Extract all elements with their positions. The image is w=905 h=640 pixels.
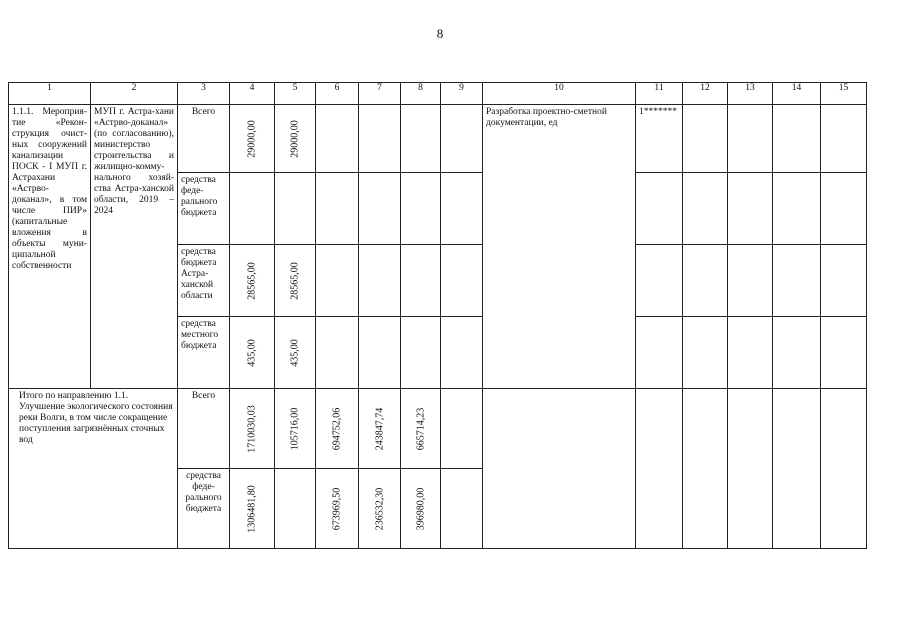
value-cell — [275, 105, 316, 173]
value: 28565,00 — [289, 261, 301, 300]
value-cell — [316, 317, 359, 389]
value-cell — [636, 173, 683, 245]
value-cell — [275, 389, 316, 469]
table-row — [9, 389, 867, 469]
value-cell — [773, 245, 821, 317]
value: 396980,00 — [415, 487, 426, 530]
value-cell — [728, 105, 773, 173]
funding-source: средства бюджета Астра-ханской области — [181, 247, 217, 301]
indicator-cell — [483, 105, 636, 389]
funding-source: Всего — [191, 107, 216, 117]
header-row — [9, 83, 867, 105]
value-cell — [773, 317, 821, 389]
funding-source: средства местного бюджета — [181, 319, 219, 351]
funding-source-cell — [178, 105, 230, 173]
value: 29000,00 — [289, 119, 301, 158]
total-label: Итого по направлению 1.1. Улучшение экологического состояния реки Волги, в том числе сокращение поступления загрязнённых сточных вод — [19, 391, 173, 445]
value: 105716,00 — [289, 407, 301, 450]
value-cell — [401, 105, 441, 173]
value: 435,00 — [246, 338, 258, 367]
header-cell: 1 — [9, 83, 91, 105]
value-cell — [728, 317, 773, 389]
value-cell — [821, 173, 867, 245]
value-cell — [230, 245, 275, 317]
funding-source-cell — [178, 173, 230, 245]
value: 1710030,03 — [246, 404, 258, 453]
value: 29000,00 — [246, 119, 258, 158]
funding-source-cell — [178, 317, 230, 389]
value-cell — [683, 317, 728, 389]
indicator-value: 1******* — [639, 107, 677, 117]
header-cell: 14 — [773, 83, 821, 105]
activity-executor: МУП г. Астра-хани «Астрво-доканал» (по согласованию), министерство строительства и жилищно-комму-нального хозяй-ства Астра-ханской области, 2019 – 2024 — [94, 107, 174, 216]
indicator-cell — [483, 389, 636, 549]
indicator-value-cell — [636, 105, 683, 173]
header-cell: 7 — [359, 83, 401, 105]
value-cell — [275, 469, 316, 549]
activity-executor-cell — [91, 105, 178, 389]
value-cell — [230, 317, 275, 389]
header-cell: 2 — [91, 83, 178, 105]
activity-name-cell — [9, 105, 91, 389]
value-cell — [275, 317, 316, 389]
funding-source: средства феде-рального бюджета — [181, 175, 218, 218]
value-cell — [401, 245, 441, 317]
header-cell: 12 — [683, 83, 728, 105]
program-table — [8, 82, 867, 549]
value-cell — [728, 173, 773, 245]
header-cell: 4 — [230, 83, 275, 105]
value-cell — [359, 105, 401, 173]
value-cell — [359, 469, 401, 549]
value: 673969,50 — [331, 487, 343, 530]
funding-source-cell — [178, 389, 230, 469]
funding-source: Всего — [191, 391, 216, 401]
value: 1306481,80 — [246, 484, 258, 533]
value-cell — [230, 105, 275, 173]
value-cell — [230, 173, 275, 245]
value-cell — [316, 469, 359, 549]
value-cell — [401, 173, 441, 245]
value-cell — [441, 389, 483, 469]
value-cell — [683, 105, 728, 173]
header-cell: 11 — [636, 83, 683, 105]
value-cell — [401, 389, 441, 469]
value-cell — [821, 105, 867, 173]
header-cell: 10 — [483, 83, 636, 105]
total-label-cell — [9, 389, 178, 549]
value-cell — [683, 389, 728, 549]
header-cell: 15 — [821, 83, 867, 105]
header-cell: 3 — [178, 83, 230, 105]
value: 694752,06 — [331, 407, 343, 450]
value-cell — [821, 389, 867, 549]
value-cell — [773, 173, 821, 245]
value-cell — [359, 245, 401, 317]
value-cell — [230, 469, 275, 549]
header-cell: 8 — [401, 83, 441, 105]
value-cell — [316, 389, 359, 469]
value-cell — [728, 245, 773, 317]
value-cell — [441, 317, 483, 389]
value-cell — [359, 389, 401, 469]
value-cell — [316, 173, 359, 245]
header-cell: 6 — [316, 83, 359, 105]
activity-name: 1.1.1. Мероприя-тие «Рекон-струкция очист-ных сооружений канализации ПОСК - I МУП г. Астрахани «Астрво-доканал», в том числе ПИР» (капитальные вложения в объекты муни-ципальной собственности — [12, 107, 87, 271]
value-cell — [683, 245, 728, 317]
value-cell — [821, 245, 867, 317]
value-cell — [773, 389, 821, 549]
header-cell: 5 — [275, 83, 316, 105]
value-cell — [683, 173, 728, 245]
value-cell — [316, 105, 359, 173]
value-cell — [441, 105, 483, 173]
table-row — [9, 105, 867, 173]
value-cell — [359, 317, 401, 389]
value: 435,00 — [289, 338, 301, 367]
funding-source-cell — [178, 245, 230, 317]
funding-source-cell — [178, 469, 230, 549]
value-cell — [316, 245, 359, 317]
value-cell — [728, 389, 773, 549]
value-cell — [275, 245, 316, 317]
value-cell — [359, 173, 401, 245]
value-cell — [636, 245, 683, 317]
value-cell — [441, 245, 483, 317]
value-cell — [401, 469, 441, 549]
indicator-name: Разработка проектно-сметной документации, ед — [486, 107, 607, 128]
page-number: 8 — [436, 26, 444, 41]
value-cell — [441, 469, 483, 549]
value-cell — [441, 173, 483, 245]
value-cell — [773, 105, 821, 173]
value: 236532,30 — [374, 487, 385, 530]
value-cell — [275, 173, 316, 245]
value: 665714,23 — [415, 407, 426, 450]
value-cell — [401, 317, 441, 389]
funding-source: средства феде-рального бюджета — [185, 471, 222, 514]
value-cell — [821, 317, 867, 389]
value-cell — [230, 389, 275, 469]
value-cell — [636, 389, 683, 549]
value: 243847,74 — [374, 407, 385, 450]
header-cell: 9 — [441, 83, 483, 105]
value-cell — [636, 317, 683, 389]
value: 28565,00 — [246, 261, 258, 300]
header-cell: 13 — [728, 83, 773, 105]
